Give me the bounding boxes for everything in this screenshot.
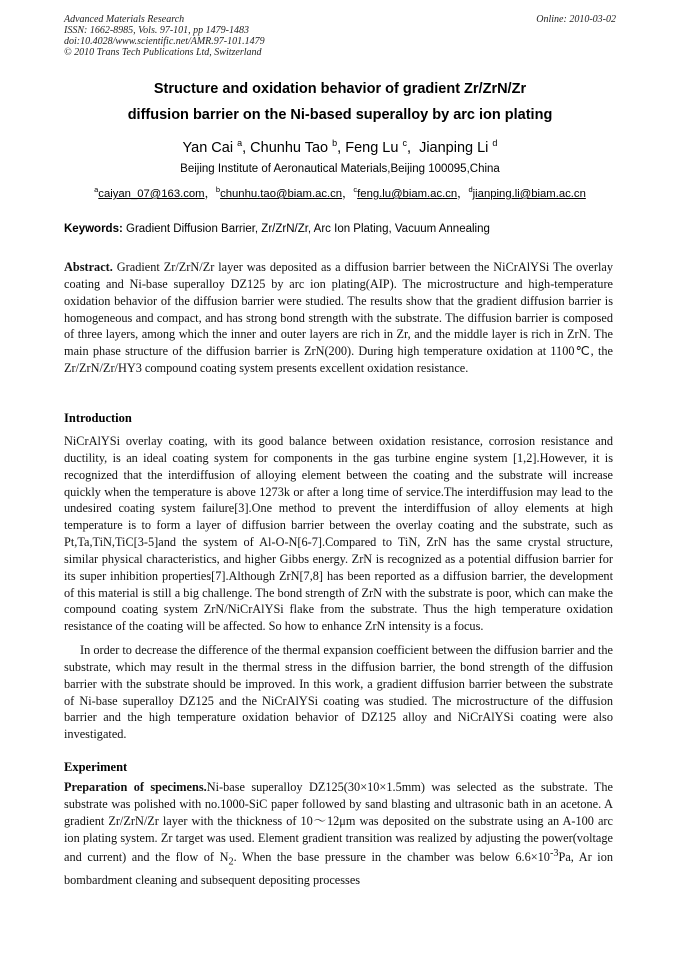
doi-line: doi:10.4028/www.scientific.net/AMR.97-101.1479 <box>64 36 265 47</box>
introduction-paragraph-1: NiCrAlYSi overlay coating, with its good balance between oxidation resistance, corrosion resistance and ductility, is an ideal coating system for components in the gas turbine engine system [1,2].However, it is recognized that the interdiffusion of alloying element between the coating and the substrate will increase quickly when the temperature is above 1273k or after a long time of service.The interdiffusion may lead to the undesired coating system failure[3].One method to prevent the interdiffusion of alloy elements at high temperature is to form a layer of diffusion barrier between the overlay coating and the substrate, such as Pt,Ta,TiN,TiC[3-5]and the system of Al-O-N[6-7].Compared to TiN, ZrN has the same crystal structure, similar physical characteristics, and higher Gibbs energy. ZrN is recognized as a potential diffusion barrier for its super inhibition properties[7].Although ZrN[7,8] has been reported as a diffusion barrier, the development of this material is still a big challenge. The bond strength of ZrN with the substrate is poor, which can make the compound coating system ZrN/NiCrAlYSi flake from the substrate. Thus the high temperature oxidation resistance of the coating will be affected. So how to enhance ZrN intensity is a focus. <box>64 434 613 634</box>
preparation-lead: Preparation of specimens. <box>64 780 207 794</box>
author-name: Chunhu Tao <box>250 140 329 156</box>
email-mark: c <box>353 185 358 194</box>
introduction-heading: Introduction <box>64 411 132 425</box>
author-mark: b <box>332 138 338 148</box>
email-mark: b <box>215 185 221 194</box>
keywords-label: Keywords: <box>64 223 123 235</box>
copyright-line: © 2010 Trans Tech Publications Ltd, Switzerland <box>64 47 262 58</box>
author-mark: c <box>402 138 407 148</box>
email-mark: a <box>94 185 99 194</box>
email-link[interactable]: feng.lu@biam.ac.cn <box>357 188 458 200</box>
email-link[interactable]: chunhu.tao@biam.ac.cn <box>220 188 343 200</box>
abstract-text: Gradient Zr/ZrN/Zr layer was deposited as a diffusion barrier between the NiCrAlYSi The overlay coating and Ni-base superalloy DZ125 by arc ion plating(AIP). The microstructure and high-temperature oxidation behavior of the diffusion barrier were studied. The results show that the gradient diffusion barrier is homogeneous and compact, and has strong bond strength with the substrate. The diffusion barrier is composed of three layers, among which the inner and outer layers are rich in Zr, and the middle layer is rich in ZrN. The main phase structure of the diffusion barrier is ZrN(200). During high temperature oxidation at 1100℃, the Zr/ZrN/Zr/HY3 compound coating system presents excellent oxidation resistance. <box>64 260 613 376</box>
affiliation: Beijing Institute of Aeronautical Materials,Beijing 100095,China <box>180 163 500 175</box>
email-link[interactable]: caiyan_07@163.com <box>98 188 205 200</box>
journal-name: Advanced Materials Research <box>64 14 185 25</box>
experiment-text-3: Pa, Ar ion bombardment cleaning and subsequent depositing processes <box>64 850 614 887</box>
experiment-paragraph-1 <box>64 779 613 889</box>
author-name: Yan Cai <box>182 140 234 156</box>
journal-header <box>64 14 616 58</box>
nitrogen-subscript: 2 <box>228 856 234 868</box>
abstract-label: Abstract. <box>64 260 113 274</box>
author-mark: d <box>492 138 498 148</box>
author-name: Feng Lu <box>345 140 399 156</box>
author-mark: a <box>237 138 243 148</box>
pressure-exponent: -3 <box>549 848 559 860</box>
experiment-heading: Experiment <box>64 760 128 774</box>
experiment-text-2: . When the base pressure in the chamber was below 6.6×10 <box>233 850 550 865</box>
keywords-text: Gradient Diffusion Barrier, Zr/ZrN/Zr, Arc Ion Plating, Vacuum Annealing <box>126 223 490 235</box>
paper-title-line-2: diffusion barrier on the Ni-based superalloy by arc ion plating <box>127 107 553 123</box>
abstract <box>64 259 613 377</box>
email-link[interactable]: jianping.li@biam.ac.cn <box>472 188 586 200</box>
experiment-text-1: Ni-base superalloy DZ125(30×10×1.5mm) was selected as the substrate. The substrate was polished with no.1000-SiC paper followed by sand blasting and ultrasonic bath in an acetone. A gradient Zr/ZrN/Zr layer with the thickness of 10～12μm was deposited on the substrate using an A-100 arc ion plating system. Zr target was used. Element gradient transition was realized by adjusting the power(voltage and current) and the flow of N <box>64 780 613 865</box>
author-list: Yan Cai $^a$, Chunhu Tao $^b$, Feng Lu $^c$, Jianping Li $^d$ <box>182 138 498 156</box>
introduction-paragraph-2: In order to decrease the difference of the thermal expansion coefficient between the diffusion barrier and the substrate, which may result in the thermal stress in the diffusion barrier, the bond strength of the diffusion barrier with the substrate should be improved. In this work, a gradient diffusion barrier between the substrate of Ni-base superalloy DZ125 and the NiCrAlYSi coating was studied. The microstructure of the diffusion barrier and the high temperature oxidation behavior of DZ125 alloy and NiCrAlYSi coating were also investigated. <box>64 643 613 742</box>
issn-line: ISSN: 1662-8985, Vols. 97-101, pp 1479-1483 <box>64 25 249 36</box>
online-date: Online: 2010-03-02 <box>536 14 616 25</box>
email-mark: d <box>468 185 473 194</box>
email-list: $^a$caiyan_07@163.com，$^b$chunhu.tao@biam.ac.cn，$^c$feng.lu@biam.ac.cn，$^d$jianping.li@biam.ac.cn <box>94 185 586 200</box>
paper-title-line-1: Structure and oxidation behavior of gradient Zr/ZrN/Zr <box>153 81 527 97</box>
author-name: Jianping Li <box>419 140 489 156</box>
keywords <box>64 223 616 235</box>
